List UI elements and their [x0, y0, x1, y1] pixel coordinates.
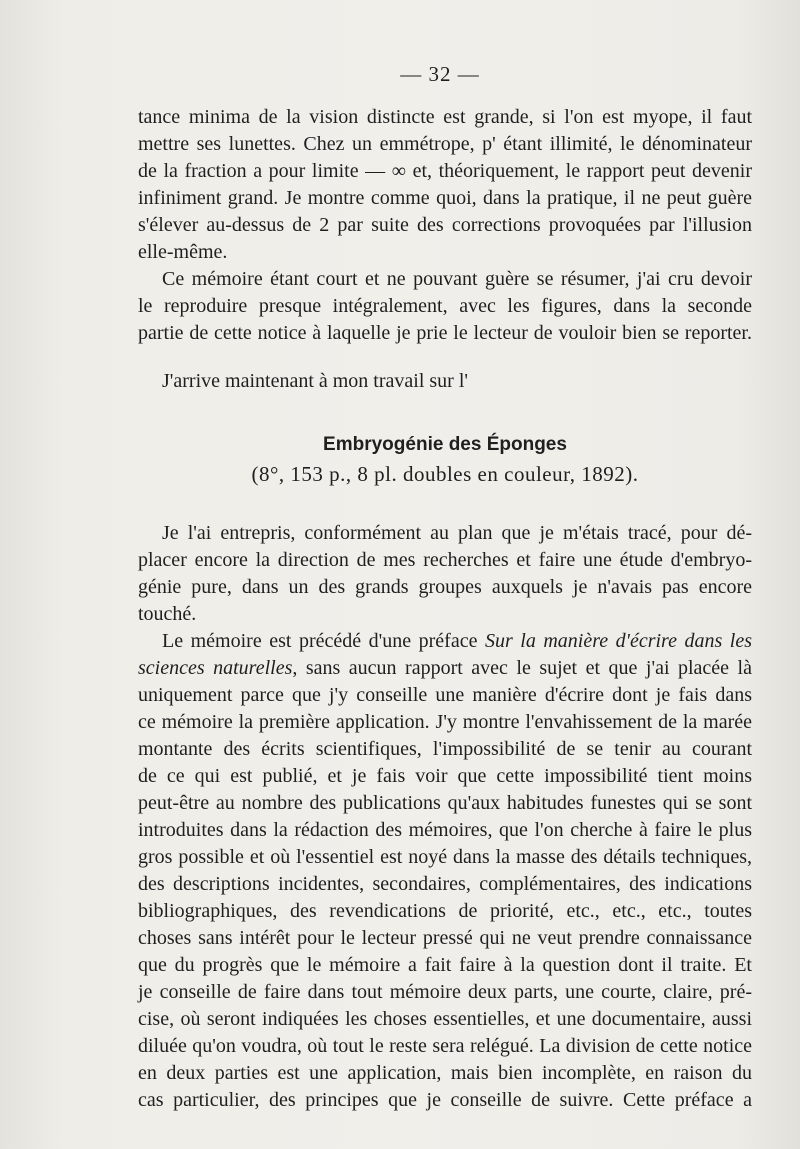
text-line: placer encore la direction de mes recherches et faire une étude d'embryo-: [138, 549, 752, 571]
page-number: — 32 —: [400, 62, 480, 86]
text-line: elle-même.: [138, 241, 228, 263]
text-line: introduites dans la rédaction des mémoires, que l'on cherche à faire le plus: [138, 819, 752, 841]
text-fragment: , sans aucun rapport avec le sujet et que j'ai placée là: [292, 657, 752, 679]
text-line: [138, 655, 752, 681]
section-title: Embryogénie des Éponges: [323, 434, 567, 455]
text-line: des descriptions incidentes, secondaires, complémentaires, des indications: [138, 873, 752, 895]
text-line: le reproduire presque intégralement, avec les figures, dans la seconde: [138, 295, 752, 317]
text-line: J'arrive maintenant à mon travail sur l': [162, 370, 468, 392]
text-line: infiniment grand. Je montre comme quoi, dans la pratique, il ne peut guère: [138, 187, 752, 209]
text-line: peut-être au nombre des publications qu'aux habitudes funestes qui se sont: [138, 792, 752, 814]
text-line: Ce mémoire étant court et ne pouvant guère se résumer, j'ai cru devoir: [162, 268, 752, 290]
italic-title: Sur la manière d'écrire dans les: [484, 630, 752, 652]
text-line: cise, où seront indiquées les choses essentielles, et une documentaire, aussi: [138, 1008, 752, 1030]
text-line: touché.: [138, 603, 197, 625]
text-line: cas particulier, des principes que je conseille de suivre. Cette préface a: [138, 1089, 752, 1111]
text-line: gros possible et où l'essentiel est noyé dans la masse des détails techniques,: [138, 846, 752, 868]
text-line: je conseille de faire dans tout mémoire deux parts, une courte, claire, pré-: [138, 981, 752, 1003]
italic-title: sciences naturelles: [138, 657, 293, 679]
text-line: de la fraction a pour limite — ∞ et, théoriquement, le rapport peut devenir: [138, 160, 752, 182]
text-line: que du progrès que le mémoire a fait faire à la question dont il traite. Et: [138, 954, 752, 976]
text-line: [162, 628, 752, 654]
text-line: génie pure, dans un des grands groupes auxquels je n'avais pas encore: [138, 576, 752, 598]
text-line: ce mémoire la première application. J'y montre l'envahissement de la marée: [138, 711, 752, 733]
text-line: tance minima de la vision distincte est grande, si l'on est myope, il faut: [138, 106, 752, 128]
text-line: Je l'ai entrepris, conformément au plan que je m'étais tracé, pour dé-: [162, 522, 752, 544]
text-fragment: Le mémoire est précédé d'une préface: [162, 630, 485, 652]
text-line: bibliographiques, des revendications de priorité, etc., etc., etc., toutes: [138, 900, 752, 922]
text-line: mettre ses lunettes. Chez un emmétrope, p' étant illimité, le dénominateur: [138, 133, 752, 155]
text-line: s'élever au-dessus de 2 par suite des corrections provoquées par l'illusion: [138, 214, 752, 236]
text-line: uniquement parce que j'y conseille une manière d'écrire dont je fais dans: [138, 684, 752, 706]
text-line: choses sans intérêt pour le lecteur pressé qui ne veut prendre connaissance: [138, 927, 752, 949]
text-line: de ce qui est publié, et je fais voir que cette impossibilité tient moins: [138, 765, 752, 787]
text-line: partie de cette notice à laquelle je prie le lecteur de vouloir bien se reporter.: [138, 322, 752, 344]
text-line: montante des écrits scientifiques, l'impossibilité de se tenir au courant: [138, 738, 752, 760]
text-line: en deux parties est une application, mais bien incomplète, en raison du: [138, 1062, 752, 1084]
section-subtitle: (8°, 153 p., 8 pl. doubles en couleur, 1892).: [251, 462, 639, 486]
text-line: diluée qu'on voudra, où tout le reste sera relégué. La division de cette notice: [138, 1035, 752, 1057]
